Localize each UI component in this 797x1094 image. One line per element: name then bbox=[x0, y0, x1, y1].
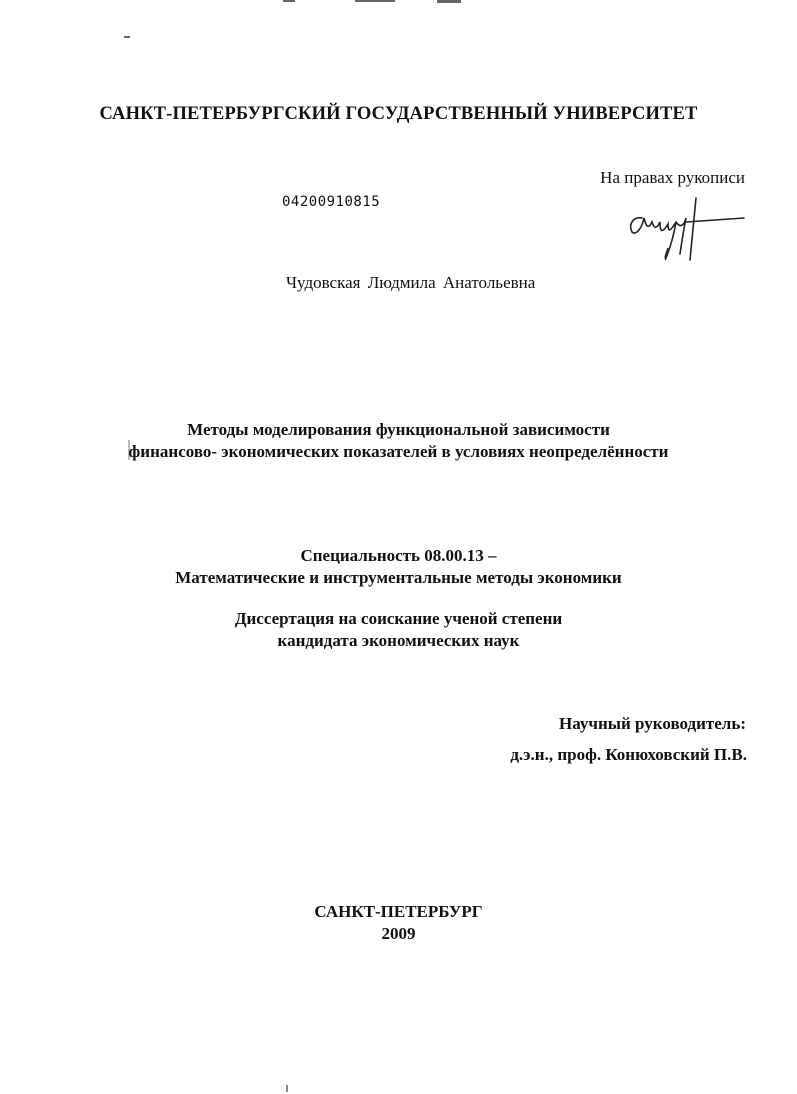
title-line: финансово- экономических показателей в условиях неопределённости bbox=[128, 442, 669, 461]
title-line: Методы моделирования функциональной зависимости bbox=[187, 420, 610, 439]
university-name: САНКТ-ПЕТЕРБУРГСКИЙ ГОСУДАРСТВЕННЫЙ УНИВЕРСИТЕТ bbox=[99, 104, 698, 124]
specialty bbox=[0, 545, 797, 589]
degree-statement bbox=[0, 608, 797, 652]
specialty-name: Математические и инструментальные методы экономики bbox=[175, 568, 622, 587]
year: 2009 bbox=[381, 924, 416, 943]
rights-note: На правах рукописи bbox=[600, 168, 745, 187]
dissertation-title bbox=[0, 419, 797, 463]
scan-artifact bbox=[124, 36, 130, 38]
scan-artifact bbox=[286, 1085, 288, 1092]
scan-artifact bbox=[437, 0, 461, 3]
degree-line: Диссертация на соискание ученой степени bbox=[234, 609, 563, 628]
handwritten-signature bbox=[622, 188, 748, 264]
city: САНКТ-ПЕТЕРБУРГ bbox=[314, 902, 483, 921]
place-and-year bbox=[0, 901, 797, 945]
supervisor-role: Научный руководитель: bbox=[559, 714, 746, 733]
catalog-code: 04200910815 bbox=[282, 194, 381, 210]
scan-artifact bbox=[283, 0, 295, 2]
degree-line: кандидата экономических наук bbox=[277, 631, 520, 650]
author-name: Чудовская Людмила Анатольевна bbox=[286, 273, 536, 292]
supervisor-name: д.э.н., проф. Конюховский П.В. bbox=[510, 745, 747, 764]
scan-artifact bbox=[355, 0, 395, 2]
specialty-code: Специальность 08.00.13 – bbox=[300, 546, 497, 565]
